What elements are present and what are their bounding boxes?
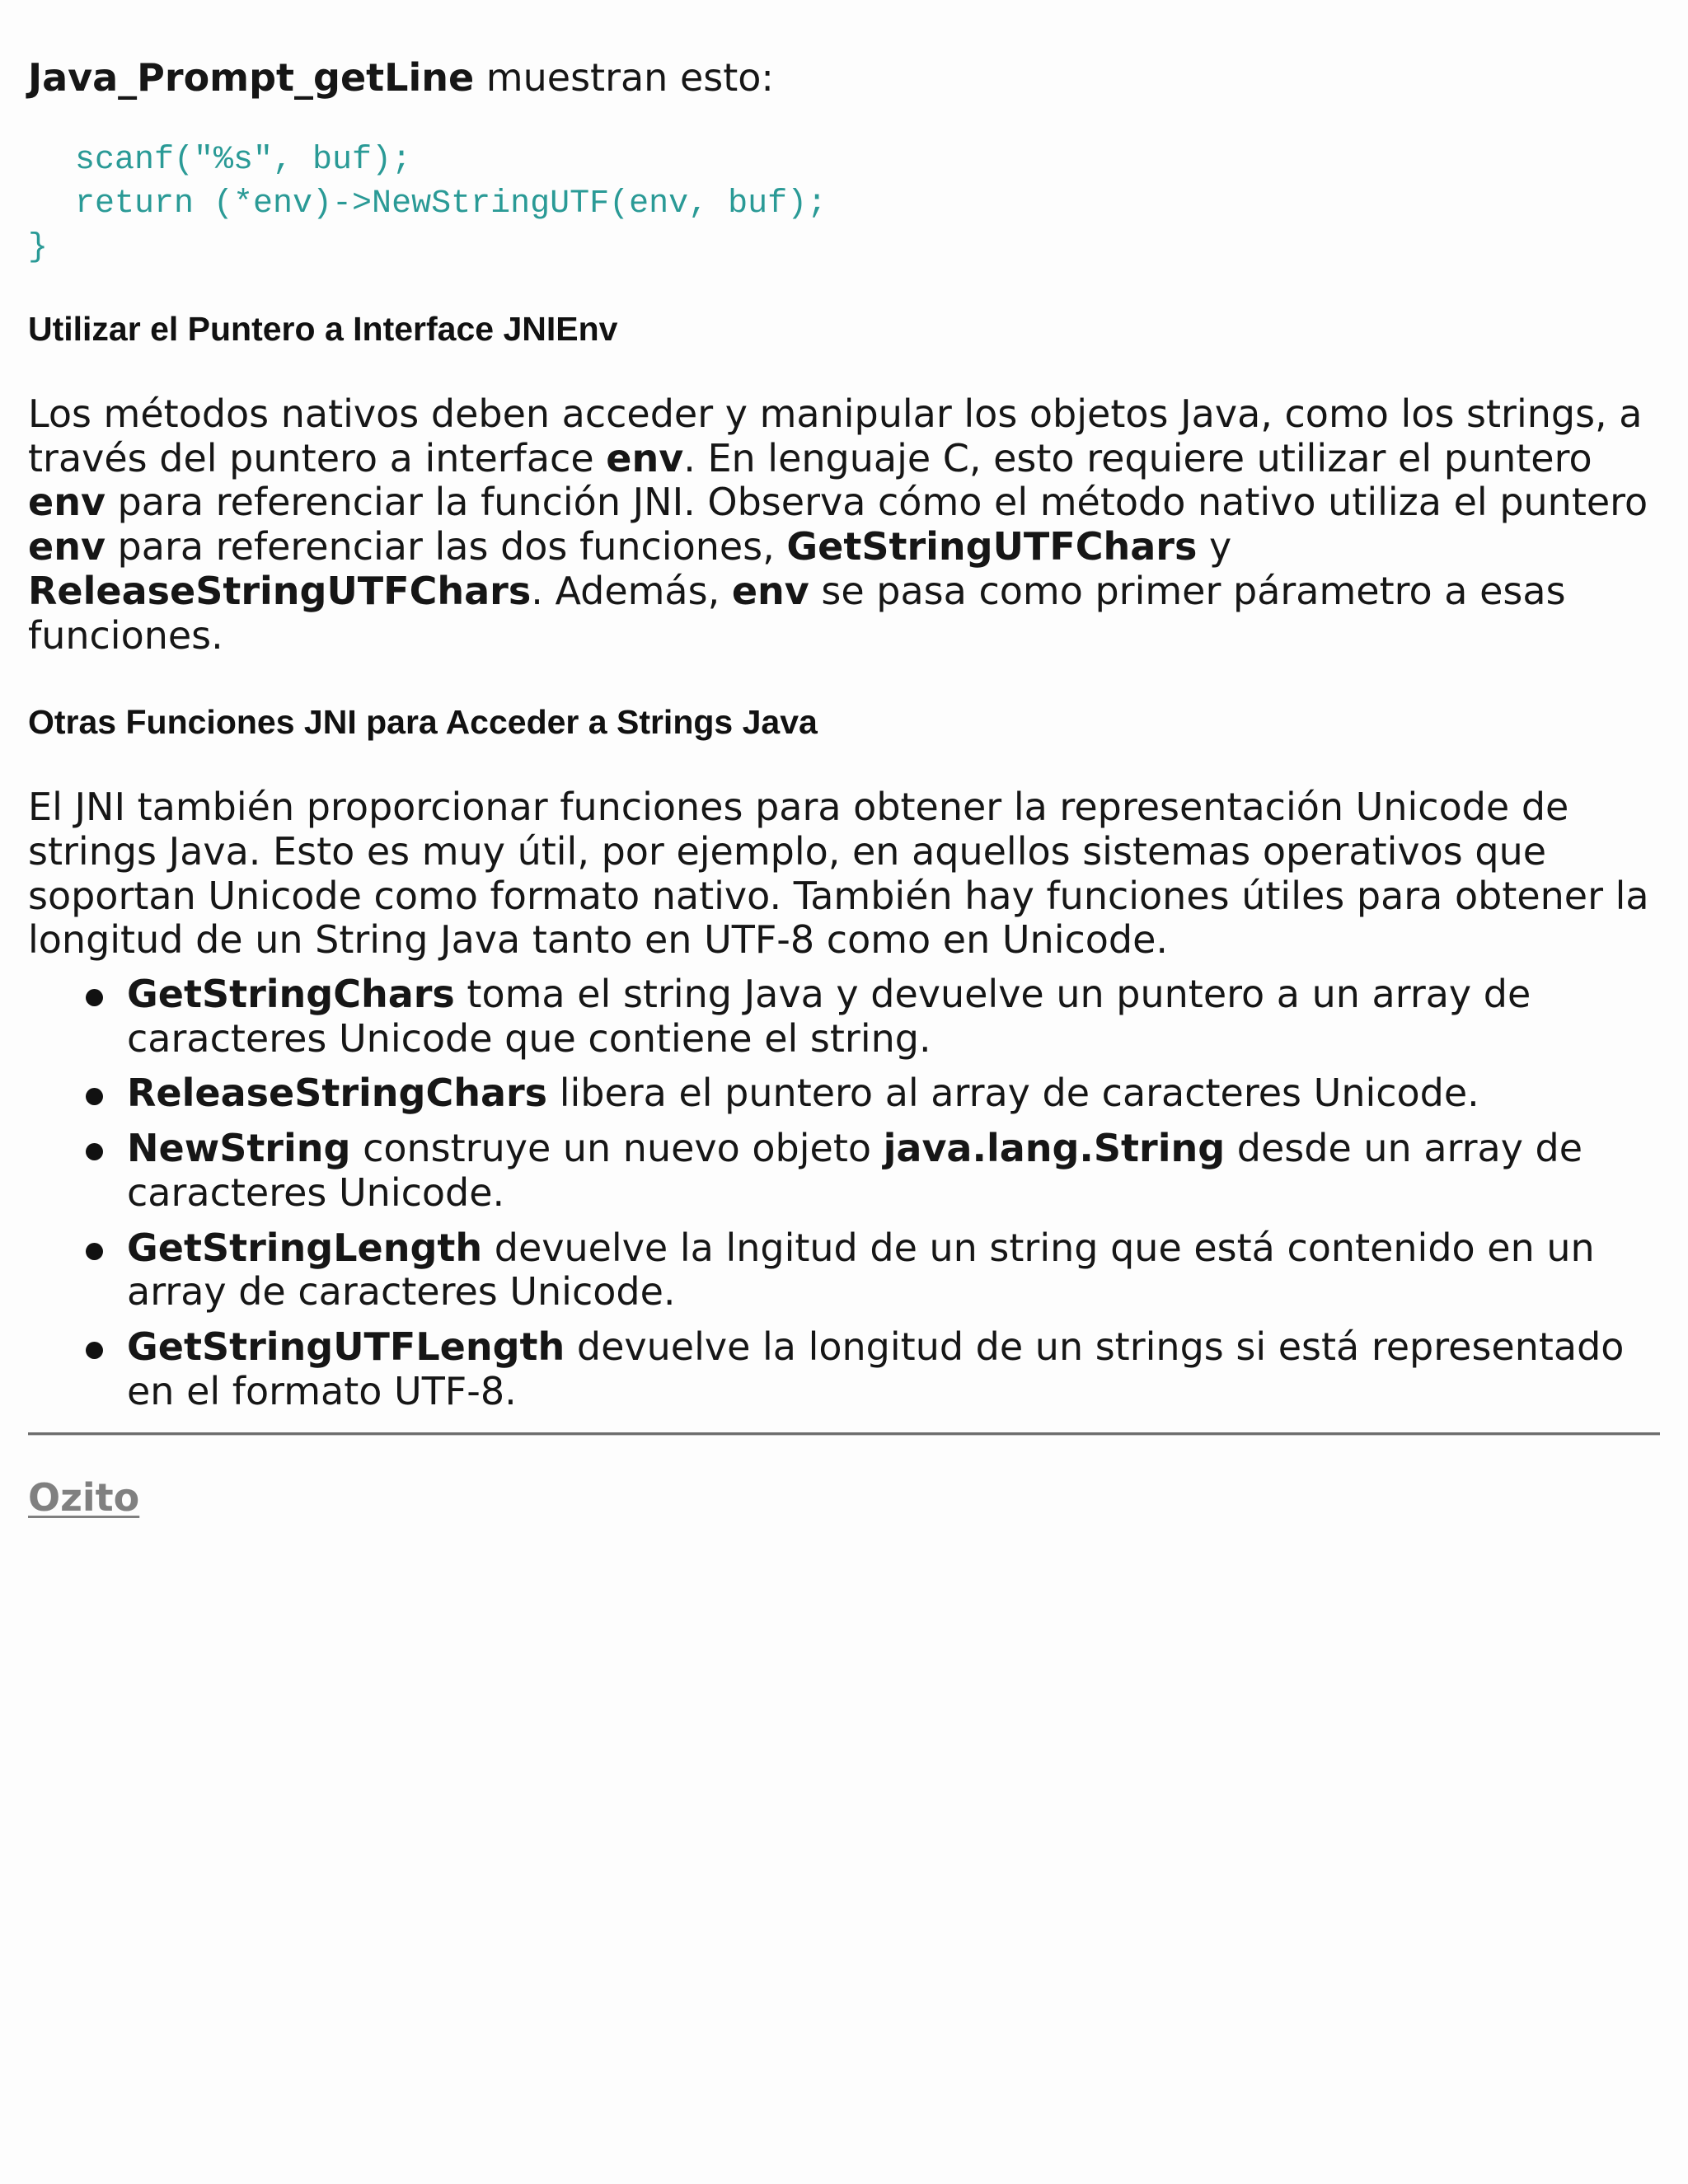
intro-line (28, 54, 1660, 101)
text-run: devuelve la longitud de un strings si está representado en el formato UTF-8. (127, 1324, 1625, 1413)
text-run: para referenciar las dos funciones, (105, 524, 787, 569)
term: GetStringUTFLength (127, 1324, 565, 1369)
text-run: libera el puntero al array de caracteres Unicode. (547, 1071, 1479, 1116)
term: java.lang.String (883, 1126, 1226, 1171)
section-heading: Otras Funciones JNI para Acceder a Strings Java (28, 703, 818, 742)
text-run: y (1197, 524, 1232, 569)
paragraph (28, 392, 1660, 658)
term: env (606, 435, 684, 480)
bullet-icon (86, 1243, 103, 1260)
intro-text: muestran esto: (474, 55, 774, 100)
term: env (28, 480, 106, 525)
list-item (28, 1325, 1660, 1413)
term: GetStringUTFChars (786, 524, 1198, 569)
text-run: para referenciar la función JNI. Observa cómo el método nativo utiliza el puntero (105, 480, 1648, 525)
text-run: Los métodos nativos deben acceder y manipular los objetos Java, como los strings, a través del puntero a interface (28, 391, 1643, 480)
list-item (28, 1071, 1660, 1116)
function-list (28, 972, 1660, 1413)
term: env (731, 568, 809, 613)
list-item (28, 1226, 1660, 1315)
ozito-link[interactable]: Ozito (28, 1475, 140, 1521)
code-block (28, 138, 1660, 269)
term: ReleaseStringChars (127, 1071, 548, 1116)
section-heading: Utilizar el Puntero a Interface JNIEnv (28, 310, 618, 348)
function-name: Java_Prompt_getLine (28, 55, 475, 100)
term: NewString (127, 1126, 351, 1171)
text-run: toma el string Java y devuelve un puntero a un array de caracteres Unicode que contiene el string. (127, 972, 1531, 1061)
term: GetStringLength (127, 1225, 483, 1270)
bullet-icon (86, 1088, 103, 1105)
bullet-icon (86, 1143, 103, 1160)
text-run: construye un nuevo objeto (350, 1126, 884, 1171)
list-item (28, 972, 1660, 1061)
document-page (28, 54, 1660, 1520)
text-run: devuelve la lngitud de un string que está contenido en un array de caracteres Unicode. (127, 1225, 1595, 1315)
text-run: . En lenguaje C, esto requiere utilizar el puntero (683, 435, 1592, 480)
code-line: return (*env)->NewStringUTF(env, buf); (75, 185, 828, 223)
list-item (28, 1127, 1660, 1215)
term: env (28, 524, 106, 569)
text-run: . Además, (531, 568, 732, 613)
code-line: scanf("%s", buf); (75, 142, 412, 179)
code-line: } (28, 229, 49, 266)
horizontal-rule (28, 1432, 1660, 1436)
term: GetStringChars (127, 972, 455, 1017)
bullet-icon (86, 1342, 103, 1359)
paragraph: El JNI también proporcionar funciones para obtener la representación Unicode de strings Java. Esto es muy útil, por ejemplo, en aquellos sistemas operativos que soportan Unicode como formato nativo. También hay funciones útiles para obtener la longitud de un String Java tanto en UTF-8 como en Unicode. (28, 785, 1649, 963)
bullet-icon (86, 989, 103, 1006)
text-run: desde un array de caracteres Unicode. (127, 1126, 1583, 1215)
text-run: se pasa como primer párametro a esas funciones. (28, 568, 1566, 658)
term: ReleaseStringUTFChars (28, 568, 532, 613)
